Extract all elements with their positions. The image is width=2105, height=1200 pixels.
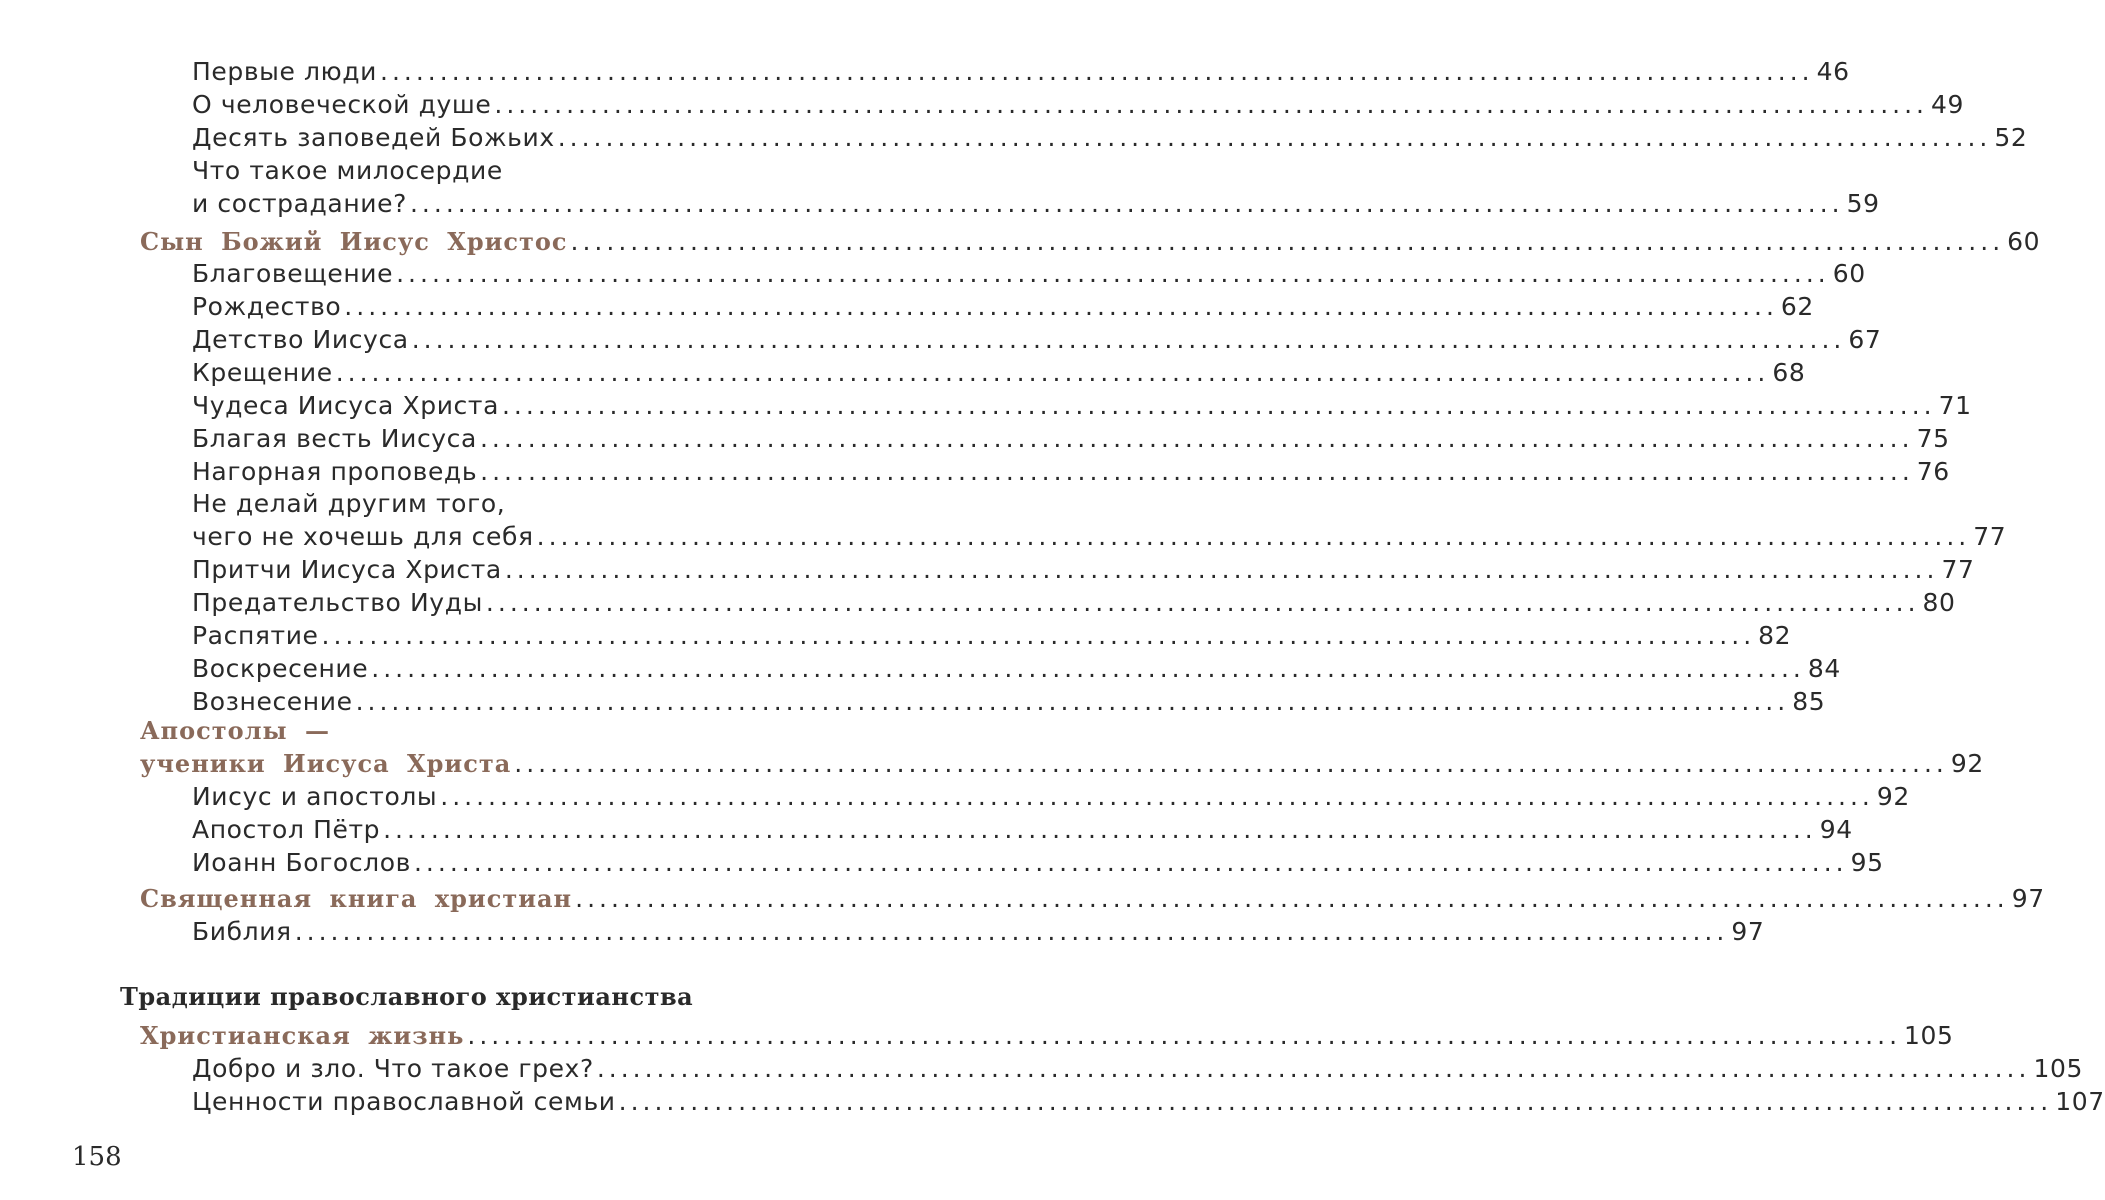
dot-leader: ........................................................................................................................ xyxy=(570,227,2005,256)
dot-leader: ........................................................................................................................ xyxy=(485,588,1920,617)
page-number: 158 xyxy=(72,1142,122,1172)
toc-entry-title: Воскресение xyxy=(192,654,369,683)
toc-entry-page: 85 xyxy=(1792,687,1826,716)
toc-entry-page: 77 xyxy=(1941,555,1975,584)
dot-leader: ........................................................................................................................ xyxy=(536,522,1971,551)
toc-entry-title: Детство Иисуса xyxy=(192,325,409,354)
toc-entry-title: Ценности православной семьи xyxy=(192,1087,616,1116)
toc-entry-page: 80 xyxy=(1922,588,1956,617)
toc-entry xyxy=(192,781,1910,813)
toc-entry-title: и сострадание? xyxy=(192,189,407,218)
toc-section xyxy=(140,715,812,747)
dot-leader: ........................................................................................................................ xyxy=(321,621,1756,650)
toc-entry-page: 82 xyxy=(1758,621,1792,650)
toc-entry-page: 92 xyxy=(1950,749,1984,778)
toc-entry-page: 92 xyxy=(1876,782,1910,811)
toc-entry xyxy=(192,1086,2105,1118)
toc-entry-page: 62 xyxy=(1780,292,1814,321)
toc-section-title: Сын Божий Иисус Христос xyxy=(140,227,568,256)
dot-leader: ........................................................................................................................ xyxy=(396,259,1830,288)
toc-entry xyxy=(192,456,1950,488)
dot-leader: ........................................................................................................................ xyxy=(618,1087,2053,1116)
dot-leader: ........................................................................................................................ xyxy=(440,782,1874,811)
toc-entry-title: Первые люди xyxy=(192,57,378,86)
toc-entry-title: Иисус и апостолы xyxy=(192,782,438,811)
toc-entry-title: Не делай другим того, xyxy=(192,489,506,518)
toc-entry-page: 46 xyxy=(1816,57,1850,86)
toc-entry xyxy=(192,916,1765,948)
toc-section xyxy=(140,226,2041,258)
toc-entry-page: 107 xyxy=(2055,1087,2105,1116)
toc-entry xyxy=(192,258,1866,290)
dot-leader: ........................................................................................................................ xyxy=(380,57,1814,86)
toc-entry xyxy=(192,620,1792,652)
toc-entry xyxy=(192,423,1950,455)
dot-leader: ........................................................................................................................ xyxy=(596,1054,2031,1083)
toc-entry-title: Апостол Пётр xyxy=(192,815,381,844)
toc-entry xyxy=(192,56,1850,88)
toc-section-title: Апостолы — xyxy=(140,716,330,745)
toc-entry-page: 67 xyxy=(1848,325,1882,354)
dot-leader: ........................................................................................................................ xyxy=(335,358,1770,387)
dot-leader: ........................................................................................................................ xyxy=(355,687,1790,716)
toc-entry-title: Чудеса Иисуса Христа xyxy=(192,391,499,420)
dot-leader: ........................................................................................................................ xyxy=(504,555,1939,584)
toc-entry-page: 59 xyxy=(1846,189,1880,218)
dot-leader: ........................................................................................................................ xyxy=(411,325,1846,354)
toc-entry-title: Рождество xyxy=(192,292,342,321)
toc-entry-title: Распятие xyxy=(192,621,319,650)
toc-entry xyxy=(192,324,1882,356)
toc-entry-title: Добро и зло. Что такое грех? xyxy=(192,1054,594,1083)
toc-entry-page: 49 xyxy=(1931,90,1965,119)
dot-leader: ........................................................................................................................ xyxy=(413,848,1848,877)
toc-entry-title: чего не хочешь для себя xyxy=(192,522,534,551)
toc-section-title: ученики Иисуса Христа xyxy=(140,749,512,778)
toc-entry xyxy=(192,653,1841,685)
dot-leader: ........................................................................................................................ xyxy=(557,123,1992,152)
toc-entry xyxy=(192,814,1853,846)
toc-section xyxy=(140,748,1984,780)
toc-section xyxy=(140,883,2045,915)
toc-entry xyxy=(192,686,1826,718)
dot-leader: ........................................................................................................................ xyxy=(494,90,1929,119)
toc-entry-page: 97 xyxy=(2011,884,2045,913)
dot-leader: ........................................................................................................................ xyxy=(371,654,1805,683)
toc-entry-title: Благая весть Иисуса xyxy=(192,424,477,453)
toc-entry xyxy=(192,554,1975,586)
toc-section xyxy=(140,1020,1954,1052)
toc-entry-page: 94 xyxy=(1819,815,1853,844)
toc-entry xyxy=(192,188,1880,220)
toc-entry-page: 105 xyxy=(2033,1054,2083,1083)
dot-leader: ........................................................................................................................ xyxy=(480,457,1914,486)
toc-entry-page: 105 xyxy=(1904,1021,1954,1050)
toc-entry-page: 60 xyxy=(2007,227,2041,256)
part-heading: Традиции православного христианства xyxy=(120,982,694,1011)
toc-entry xyxy=(192,847,1884,879)
toc-entry-title: Десять заповедей Божьих xyxy=(192,123,555,152)
toc-entry xyxy=(192,89,1965,121)
toc-entry xyxy=(192,357,1806,389)
dot-leader: ........................................................................................................................ xyxy=(575,884,2009,913)
dot-leader: ........................................................................................................................ xyxy=(514,749,1948,778)
dot-leader: ........................................................................................................................ xyxy=(294,917,1729,946)
toc-section-title: Священная книга христиан xyxy=(140,884,573,913)
toc-entry xyxy=(192,488,812,520)
toc-entry-page: 71 xyxy=(1938,391,1972,420)
toc-entry xyxy=(192,122,2028,154)
toc-entry-page: 68 xyxy=(1772,358,1806,387)
toc-entry-page: 95 xyxy=(1850,848,1884,877)
toc-entry-title: Нагорная проповедь xyxy=(192,457,478,486)
toc-entry-title: Иоанн Богослов xyxy=(192,848,411,877)
toc-entry-title: Предательство Иуды xyxy=(192,588,483,617)
toc-entry-title: Вознесение xyxy=(192,687,353,716)
dot-leader: ........................................................................................................................ xyxy=(383,815,1817,844)
dot-leader: ........................................................................................................................ xyxy=(409,189,1844,218)
toc-entry-page: 76 xyxy=(1916,457,1950,486)
dot-leader: ........................................................................................................................ xyxy=(344,292,1778,321)
toc-entry-title: Притчи Иисуса Христа xyxy=(192,555,502,584)
toc-section-title: Христианская жизнь xyxy=(140,1021,465,1050)
toc-entry xyxy=(192,1053,2083,1085)
dot-leader: ........................................................................................................................ xyxy=(479,424,1914,453)
toc-entry-title: Библия xyxy=(192,917,292,946)
toc-entry-page: 84 xyxy=(1807,654,1841,683)
toc-entry-page: 97 xyxy=(1731,917,1765,946)
toc-entry-title: Крещение xyxy=(192,358,333,387)
toc-entry-page: 75 xyxy=(1916,424,1950,453)
toc-entry-title: Благовещение xyxy=(192,259,394,288)
toc-entry xyxy=(192,587,1956,619)
toc-entry xyxy=(192,291,1814,323)
toc-entry-page: 77 xyxy=(1973,522,2007,551)
toc-entry xyxy=(192,521,2007,553)
toc-entry-title: О человеческой душе xyxy=(192,90,492,119)
dot-leader: ........................................................................................................................ xyxy=(467,1021,1902,1050)
dot-leader: ........................................................................................................................ xyxy=(501,391,1936,420)
toc-entry xyxy=(192,390,1972,422)
toc-entry-title: Что такое милосердие xyxy=(192,156,503,185)
toc-entry-page: 60 xyxy=(1832,259,1866,288)
toc-entry-page: 52 xyxy=(1994,123,2028,152)
toc-entry xyxy=(192,155,812,187)
